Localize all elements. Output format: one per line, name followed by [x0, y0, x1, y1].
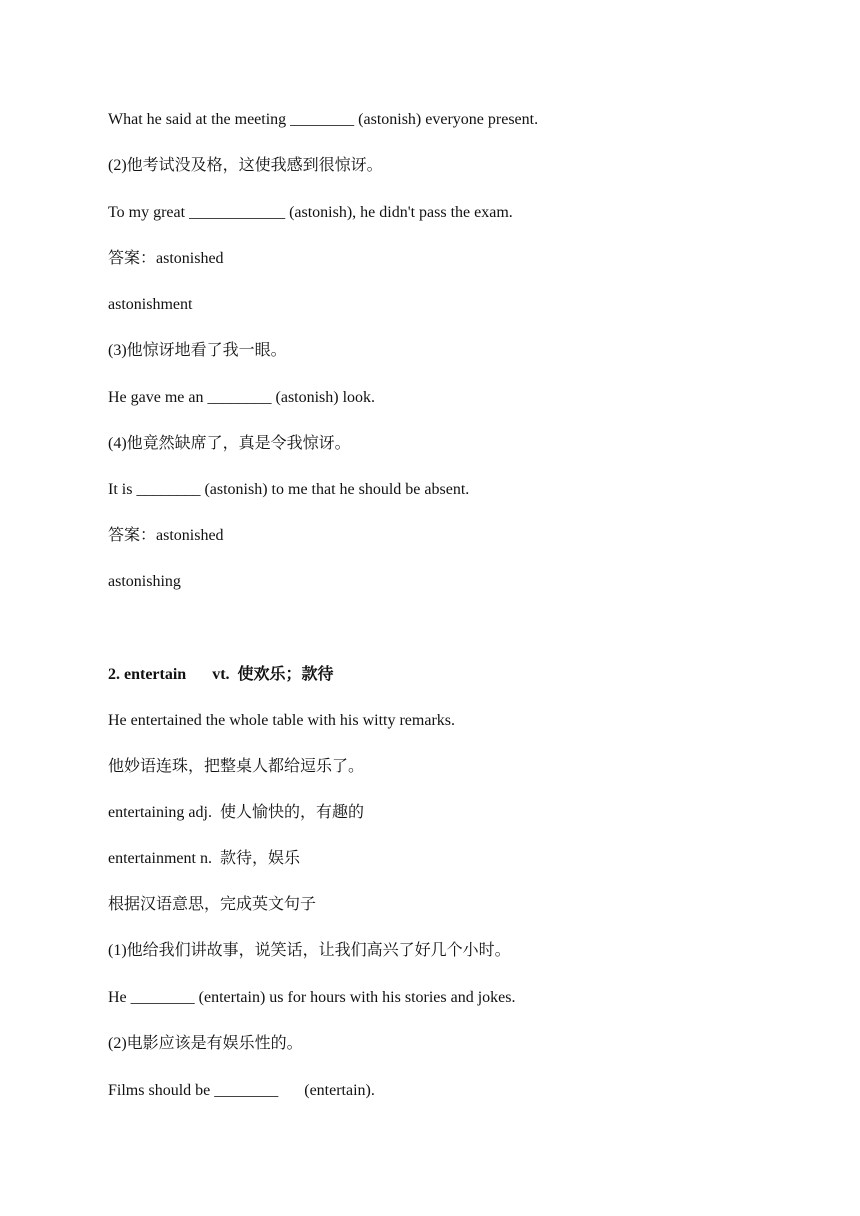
section-heading: [108, 665, 334, 685]
exercise-sentence: [108, 1081, 375, 1101]
chinese-prompt: (2)他考试没及格，这使我感到很惊讶。: [108, 157, 383, 174]
exercise-sentence: What he said at the meeting ________ (astonish) everyone present.: [108, 111, 539, 128]
word-form: entertaining adj. 使人愉快的，有趣的: [108, 804, 364, 821]
chinese-prompt: (2)电影应该是有娱乐性的。: [108, 1035, 303, 1052]
example-translation: 他妙语连珠，把整桌人都给逗乐了。: [108, 758, 365, 775]
instruction: 根据汉语意思，完成英文句子: [108, 896, 317, 913]
chinese-prompt: (3)他惊讶地看了我一眼。: [108, 342, 287, 359]
exercise-sentence: To my great ____________ (astonish), he didn't pass the exam.: [108, 204, 513, 221]
chinese-prompt: (4)他竟然缺席了，真是令我惊讶。: [108, 435, 351, 452]
answer-word: astonishment: [108, 296, 193, 313]
sentence-part: (entertain).: [304, 1082, 375, 1099]
exercise-sentence: He ________ (entertain) us for hours with his stories and jokes.: [108, 989, 516, 1006]
exercise-sentence: It is ________ (astonish) to me that he should be absent.: [108, 481, 470, 498]
heading-word: 2. entertain: [108, 666, 187, 683]
sentence-part: Films should be ________: [108, 1082, 279, 1099]
exercise-sentence: He gave me an ________ (astonish) look.: [108, 389, 376, 406]
word-form: entertainment n. 款待，娱乐: [108, 850, 300, 867]
answer-line: 答案：astonished: [108, 527, 224, 544]
answer-word: astonishing: [108, 573, 181, 590]
answer-line: 答案：astonished: [108, 250, 224, 267]
chinese-prompt: (1)他给我们讲故事，说笑话，让我们高兴了好几个小时。: [108, 942, 511, 959]
heading-definition: vt. 使欢乐；款待: [212, 666, 334, 683]
example-sentence: He entertained the whole table with his witty remarks.: [108, 712, 456, 729]
